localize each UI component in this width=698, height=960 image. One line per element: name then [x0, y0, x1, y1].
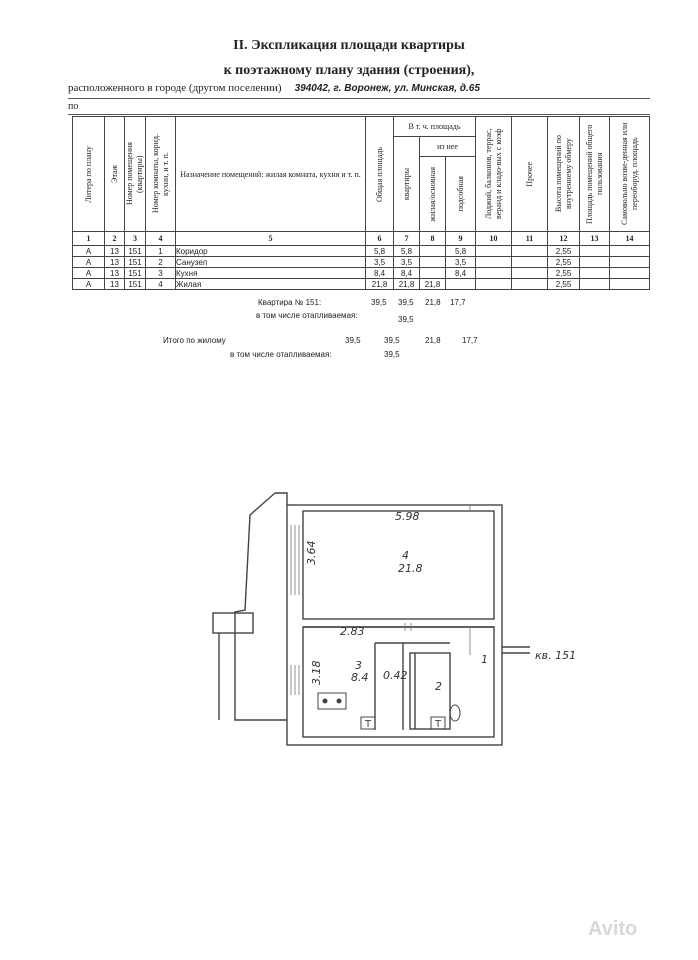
- cell-podsob: 8,4: [446, 268, 476, 279]
- hdr-zhil: жилая/основная: [420, 157, 446, 232]
- avito-watermark: Avito: [588, 918, 638, 940]
- col-number: 7: [394, 232, 420, 246]
- cell-prochee: [512, 268, 548, 279]
- cell-height: 2,55: [548, 268, 580, 279]
- apt-number-label: кв. 151: [535, 649, 577, 662]
- col-number: 8: [420, 232, 446, 246]
- explication-table: [72, 116, 650, 290]
- hdr-incl: В т. ч. площадь: [394, 117, 476, 137]
- po-line: [68, 101, 650, 115]
- cell-room-no: 1: [146, 246, 176, 257]
- col-number: 13: [580, 232, 610, 246]
- col-number: 6: [366, 232, 394, 246]
- cell-floor: 13: [105, 257, 125, 268]
- heated-label: в том числе отапливаемая:: [256, 311, 358, 320]
- cell-floor: 13: [105, 279, 125, 290]
- table-row: [73, 246, 650, 257]
- room3-no: 3: [355, 659, 362, 672]
- cell-room-no: 2: [146, 257, 176, 268]
- cell-purpose: Жилая: [176, 279, 366, 290]
- cell-podsob: 3,5: [446, 257, 476, 268]
- cell-kv: 151: [125, 268, 146, 279]
- itogo-kvart: 39,5: [384, 336, 400, 345]
- table-row: [73, 279, 650, 290]
- cell-purpose: Кухня: [176, 268, 366, 279]
- cell-prochee: [512, 279, 548, 290]
- cell-total: 3,5: [366, 257, 394, 268]
- room2-no: 2: [435, 680, 442, 693]
- heated2-value: 39,5: [384, 350, 400, 359]
- plan-walls: [213, 493, 530, 745]
- cell-podsob: [446, 279, 476, 290]
- cell-height: 2,55: [548, 257, 580, 268]
- apt-kvart-value: 39,5: [398, 298, 414, 307]
- apt-zhil-value: 21,8: [425, 298, 441, 307]
- col-number: 11: [512, 232, 548, 246]
- cell-floor: 13: [105, 268, 125, 279]
- title-line-2: к поэтажному плану здания (строения),: [223, 63, 475, 78]
- cell-prochee: [512, 246, 548, 257]
- apt-total-label: Квартира № 151:: [258, 298, 322, 307]
- hdr-kv: Номер помещения (квартиры): [125, 117, 146, 232]
- cell-unauth: [610, 257, 650, 268]
- hdr-prochee: Прочее: [512, 117, 548, 232]
- table-row: [73, 268, 650, 279]
- hdr-purpose: Назначение помещений: жилая комната, кухня и т. п.: [176, 117, 366, 232]
- cell-unauth: [610, 279, 650, 290]
- po-label: по: [68, 101, 79, 112]
- col-number: 12: [548, 232, 580, 246]
- dim-top: 5.98: [395, 510, 420, 523]
- hdr-etazh: Этаж: [105, 117, 125, 232]
- cell-kvart: 3,5: [394, 257, 420, 268]
- cell-podsob: 5,8: [446, 246, 476, 257]
- cell-purpose: Коридор: [176, 246, 366, 257]
- dim-small: 0.42: [383, 669, 408, 682]
- cell-purpose: Санузел: [176, 257, 366, 268]
- hdr-iz-nee: из нее: [420, 137, 476, 157]
- col-number: 14: [610, 232, 650, 246]
- cell-loggia: [476, 268, 512, 279]
- cell-common: [580, 268, 610, 279]
- cell-unauth: [610, 246, 650, 257]
- cell-zhil: [420, 257, 446, 268]
- hdr-total: Общая площадь: [366, 117, 394, 232]
- itogo-label: Итого по жилому: [163, 336, 226, 345]
- cell-litera: А: [73, 246, 105, 257]
- title-line-1: II. Экспликация площади квартиры: [233, 38, 465, 53]
- col-number: 5: [176, 232, 366, 246]
- cell-total: 21,8: [366, 279, 394, 290]
- cell-zhil: 21,8: [420, 279, 446, 290]
- itogo-total: 39,5: [345, 336, 361, 345]
- hdr-litera: Литера по плану: [73, 117, 105, 232]
- cell-room-no: 3: [146, 268, 176, 279]
- room1-no: 1: [481, 653, 488, 666]
- hdr-kvart: квартиры: [394, 137, 420, 232]
- itogo-podsob: 17,7: [462, 336, 478, 345]
- hdr-height: Высота помещений по внутреннему обмеру: [548, 117, 580, 232]
- dim-kitchen: 3.18: [310, 660, 323, 685]
- cell-kvart: 21,8: [394, 279, 420, 290]
- cell-loggia: [476, 257, 512, 268]
- col-number: 9: [446, 232, 476, 246]
- dim-mid: 2.83: [340, 625, 365, 638]
- cell-litera: А: [73, 279, 105, 290]
- cell-loggia: [476, 279, 512, 290]
- cell-kvart: 5,8: [394, 246, 420, 257]
- location-line: [68, 82, 650, 99]
- cell-prochee: [512, 257, 548, 268]
- room4-no: 4: [402, 549, 409, 562]
- room3-area: 8.4: [351, 671, 369, 684]
- cell-room-no: 4: [146, 279, 176, 290]
- apt-podsob-value: 17,7: [450, 298, 466, 307]
- hdr-unauth: Самовольно возве-денная или переоборуд. площадь: [610, 117, 650, 232]
- hdr-loggia: Лоджий, балконов, террас, веранд и кладо-вых с коэф: [476, 117, 512, 232]
- cell-kv: 151: [125, 279, 146, 290]
- cell-total: 8,4: [366, 268, 394, 279]
- col-number: 1: [73, 232, 105, 246]
- dim-left: 3.64: [305, 540, 318, 565]
- cell-common: [580, 257, 610, 268]
- hdr-room-no: Номер комнаты, корид. кухни, и т. п.: [146, 117, 176, 232]
- cell-kv: 151: [125, 246, 146, 257]
- cell-common: [580, 246, 610, 257]
- cell-height: 2,55: [548, 279, 580, 290]
- col-number: 10: [476, 232, 512, 246]
- col-number-row: [73, 232, 650, 246]
- cell-kv: 151: [125, 257, 146, 268]
- col-number: 2: [105, 232, 125, 246]
- svg-text:T: T: [364, 719, 372, 730]
- cell-litera: А: [73, 257, 105, 268]
- cell-unauth: [610, 268, 650, 279]
- cell-loggia: [476, 246, 512, 257]
- itogo-zhil: 21,8: [425, 336, 441, 345]
- cell-kvart: 8,4: [394, 268, 420, 279]
- cell-zhil: [420, 268, 446, 279]
- toilet-icon: [431, 705, 460, 730]
- location-label: расположенного в городе (другом поселении): [68, 82, 282, 94]
- sink-icon: [361, 717, 375, 730]
- heated2-label: в том числе отапливаемая:: [230, 350, 332, 359]
- address-text: 394042, г. Воронеж, ул. Минская, д.65: [294, 83, 480, 94]
- cell-litera: А: [73, 268, 105, 279]
- cell-common: [580, 279, 610, 290]
- hdr-common: Площадь помещений общего пользования: [580, 117, 610, 232]
- apt-total-value: 39,5: [371, 298, 387, 307]
- cell-floor: 13: [105, 246, 125, 257]
- table-row: [73, 257, 650, 268]
- hdr-podsob: подсобная: [446, 157, 476, 232]
- heated-value: 39,5: [398, 315, 414, 324]
- room4-area: 21.8: [398, 562, 423, 575]
- cell-height: 2,55: [548, 246, 580, 257]
- floor-plan: [205, 485, 595, 755]
- col-number: 4: [146, 232, 176, 246]
- col-number: 3: [125, 232, 146, 246]
- cell-zhil: [420, 246, 446, 257]
- stove-icon: [318, 693, 346, 709]
- cell-total: 5,8: [366, 246, 394, 257]
- svg-text:T: T: [434, 719, 442, 730]
